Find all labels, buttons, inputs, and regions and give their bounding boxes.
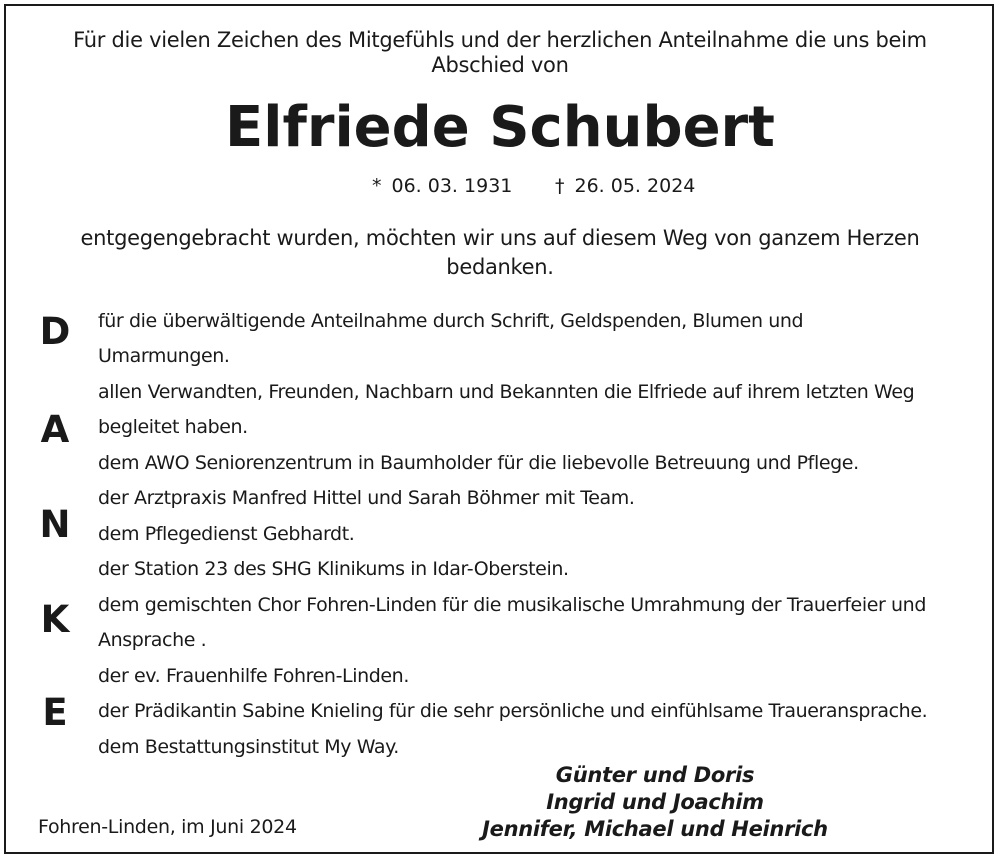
thanks-list-item: dem AWO Seniorenzentrum in Baumholder für die liebevolle Betreuung und Pflege. <box>98 452 859 474</box>
death-date-value: 26. 05. 2024 <box>574 175 696 197</box>
birth-date-value: 06. 03. 1931 <box>391 175 513 197</box>
thanks-list-item: Umarmungen. <box>98 345 230 367</box>
thanks-list-item: der Prädikantin Sabine Knieling für die sehr persönliche und einfühlsame Traueransprache. <box>98 700 928 722</box>
intro-line-2: Abschied von <box>431 53 569 77</box>
thanks-list-item: für die überwältigende Anteilnahme durch Schrift, Geldspenden, Blumen und <box>98 310 804 332</box>
danke-letter-n: N <box>39 503 71 546</box>
death-date <box>555 175 695 197</box>
thanks-list-item: der ev. Frauenhilfe Fohren-Linden. <box>98 665 409 687</box>
place-date: Fohren-Linden, im Juni 2024 <box>38 816 297 838</box>
danke-letter-k: K <box>40 598 70 641</box>
thanks-list-item: allen Verwandten, Freunden, Nachbarn und Bekannten die Elfriede auf ihrem letzten Weg <box>98 381 915 403</box>
thanks-list-item: der Arztpraxis Manfred Hittel und Sarah Böhmer mit Team. <box>98 487 635 509</box>
thanks-list-item: der Station 23 des SHG Klinikums in Idar-Oberstein. <box>98 558 569 580</box>
birth-date <box>372 175 512 197</box>
signature-line-3: Jennifer, Michael und Heinrich <box>482 817 828 841</box>
danke-letter-e: E <box>42 691 68 734</box>
thanks-list-item: dem Pflegedienst Gebhardt. <box>98 523 355 545</box>
death-symbol: † <box>555 175 565 197</box>
signature-line-2: Ingrid und Joachim <box>546 790 764 814</box>
thanks-list-item: begleitet haben. <box>98 416 248 438</box>
thanks-list-item: Ansprache . <box>98 629 207 651</box>
danke-letter-d: D <box>39 310 71 353</box>
thanks-line-1: entgegengebracht wurden, möchten wir uns auf diesem Weg von ganzem Herzen <box>80 226 920 250</box>
birth-symbol: * <box>372 175 382 197</box>
danke-letter-a: A <box>40 408 70 451</box>
thanks-text <box>0 224 1000 282</box>
thanks-list-item: dem gemischten Chor Fohren-Linden für die musikalische Umrahmung der Trauerfeier und <box>98 594 926 616</box>
intro-line-1: Für die vielen Zeichen des Mitgefühls und der herzlichen Anteilnahme die uns beim <box>73 28 927 52</box>
intro-text <box>0 28 1000 78</box>
deceased-name: Elfriede Schubert <box>225 95 775 160</box>
thanks-list-item: dem Bestattungsinstitut My Way. <box>98 736 399 758</box>
thanks-line-2: bedanken. <box>446 255 554 279</box>
signature-line-1: Günter und Doris <box>555 763 755 787</box>
